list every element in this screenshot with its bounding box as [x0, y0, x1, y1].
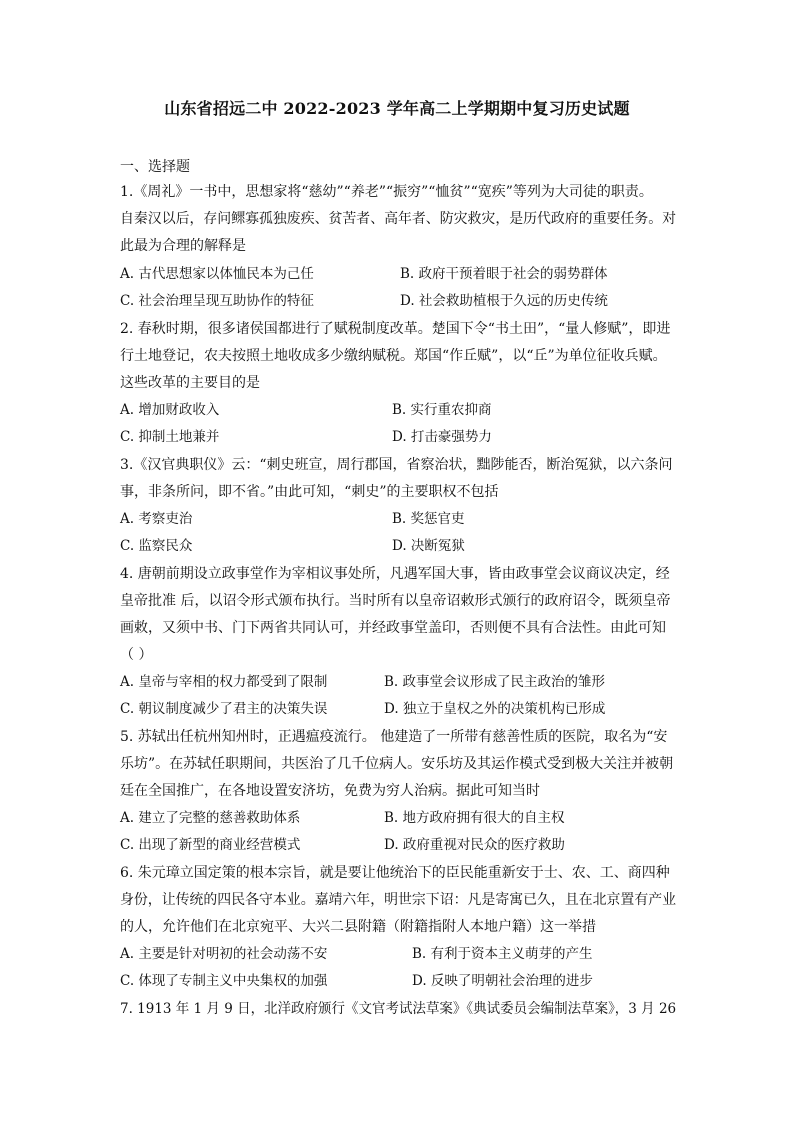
q3-option-b: B. 奖惩官吏 [392, 511, 465, 527]
q6-line-3: 的人，允许他们在北京宛平、大兴二县附籍（附籍指附人本地户籍）这一举措 [120, 919, 596, 935]
q4-option-a: A. 皇帝与宰相的权力都受到了限制 [120, 674, 328, 690]
q5-option-d: D. 政府重视对民众的医疗救助 [384, 837, 565, 853]
q2-line-3: 这些改革的主要目的是 [120, 375, 260, 391]
q2-option-c: C. 抑制土地兼并 [120, 429, 220, 445]
q6-option-d: D. 反映了明朝社会治理的进步 [412, 973, 593, 989]
q1-option-c: C. 社会治理呈现互助协作的特征 [120, 293, 314, 309]
q6-option-a: A. 主要是针对明初的社会动荡不安 [120, 946, 328, 962]
q2-line-1: 2. 春秋时期，很多诸侯国都进行了赋税制度改革。楚国下令“书土田”，“量人修赋”，即进 [120, 321, 671, 337]
q2-option-d: D. 打击豪强势力 [392, 429, 492, 445]
q6-line-1: 6. 朱元璋立国定策的根本宗旨，就是要让他统治下的臣民能重新安于士、农、工、商四种 [120, 865, 670, 881]
q5-option-b: B. 地方政府拥有很大的自主权 [384, 810, 565, 826]
page-title: 山东省招远二中 2022-2023 学年高二上学期期中复习历史试题 [164, 99, 630, 118]
q4-line-2: 皇帝批准 后，以诏令形式颁布执行。当时所有以皇帝诏敕形式颁行的政府诏令，既须皇帝 [120, 593, 671, 609]
q1-line-2: 自秦汉以后，存问鳏寡孤独废疾、贫苦者、高年者、防灾救灾，是历代政府的重要任务。对 [120, 211, 677, 227]
q5-option-c: C. 出现了新型的商业经营模式 [120, 837, 301, 853]
q1-option-d: D. 社会救助植根于久远的历史传统 [400, 293, 608, 309]
q4-option-b: B. 政事堂会议形成了民主政治的雏形 [384, 674, 606, 690]
q5-line-2: 乐坊”。在苏轼任职期间，共医治了几千位病人。安乐坊及其运作模式受到极大关注并被朝 [120, 756, 674, 772]
section-heading: 一、选择题 [120, 159, 190, 175]
q4-line-1: 4. 唐朝前期设立政事堂作为宰相议事处所，凡遇军国大事，皆由政事堂会议商议决定，经 [120, 566, 670, 582]
q3-line-2: 事，非条所问，即不省。”由此可知，“刺史”的主要职权不包括 [120, 484, 499, 500]
q4-line-3: 画敕，又须中书、门下两省共同认可，并经政事堂盖印，否则便不具有合法性。由此可知 [120, 620, 666, 636]
q6-option-c: C. 体现了专制主义中央集权的加强 [120, 973, 328, 989]
q3-option-d: D. 决断冤狱 [392, 538, 465, 554]
q3-option-c: C. 监察民众 [120, 538, 193, 554]
q5-option-a: A. 建立了完整的慈善救助体系 [120, 810, 301, 826]
q1-option-b: B. 政府干预着眼于社会的弱势群体 [400, 266, 608, 282]
q5-line-1: 5. 苏轼出任杭州知州时，正遇瘟疫流行。 他建造了一所带有慈善性质的医院，取名为“安 [120, 729, 668, 745]
q4-line-4: （ ） [120, 647, 153, 663]
q5-line-3: 廷在全国推广，在各地设置安济坊，免费为穷人治病。据此可知当时 [120, 783, 540, 799]
q6-line-2: 身份，让传统的四民各守本业。嘉靖六年，明世宗下诏：凡是寄寓已久，且在北京置有产业 [120, 892, 677, 908]
q2-option-a: A. 增加财政收入 [120, 402, 220, 418]
q3-line-1: 3.《汉官典职仪》云：“刺史班宣，周行郡国，省察治状，黜陟能否，断治冤狱，以六条问 [120, 457, 673, 473]
q1-option-a: A. 古代思想家以体恤民本为己任 [120, 266, 314, 282]
q3-option-a: A. 考察吏治 [120, 511, 193, 527]
q1-line-3: 此最为合理的解释是 [120, 238, 246, 254]
q4-option-c: C. 朝议制度减少了君主的决策失误 [120, 701, 328, 717]
q2-option-b: B. 实行重农抑商 [392, 402, 492, 418]
q2-line-2: 行土地登记，农夫按照土地收成多少缴纳赋税。郑国“作丘赋”，以“丘”为单位征收兵赋。 [120, 348, 667, 364]
q6-option-b: B. 有利于资本主义萌芽的产生 [412, 946, 593, 962]
q1-line-1: 1.《周礼》一书中，思想家将“慈幼”“养老”“振穷”“恤贫”“宽疾”等列为大司徒的职责。 [120, 184, 653, 200]
q7-line-1: 7. 1913 年 1 月 9 日，北洋政府颁行《文官考试法草案》《典试委员会编制法草案》，3 月 26 [120, 1001, 677, 1017]
q4-option-d: D. 独立于皇权之外的决策机构已形成 [384, 701, 606, 717]
